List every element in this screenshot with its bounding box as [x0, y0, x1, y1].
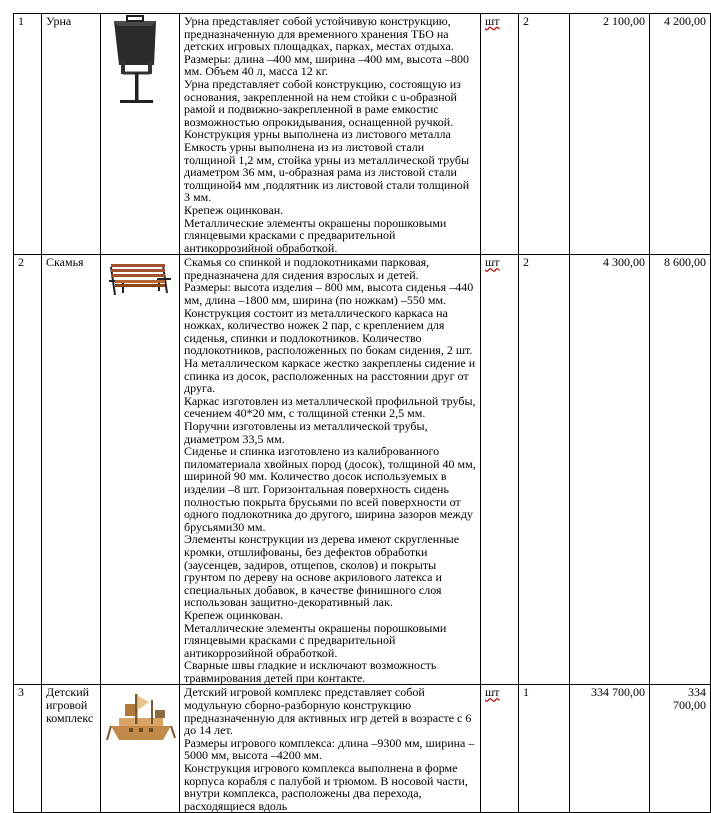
table-row: [14, 255, 711, 685]
item-name: Детский игровой комплекс: [42, 685, 101, 813]
unit-price: 334 700,00: [570, 685, 650, 813]
description-paragraph: Каркас изготовлен из металлической профильной трубы, сечением 40*20 мм, с толщиной стенки 2,5 мм.: [184, 393, 476, 421]
table-row: [14, 14, 711, 255]
description-paragraph: Конструкция состоит из металлического каркаса на ножках, количество ножек 2 пар, с креплением для сиденья, спинки и подлокотников. Количество подлокотников, расположенных по бокам сидения, 2 шт. На металлическом каркасе жестко закреплены сидение и спинка из досок, расположенных на расстоянии друг от друга.: [184, 305, 476, 396]
description-paragraph: Размеры игрового комплекса: длина –9300 мм, ширина –5000 мм, высота –4200 мм.: [184, 735, 475, 763]
description-paragraph: Металлические элементы окрашены порошковыми глянцевыми красками с предварительной антикоррозийной обработкой.: [184, 215, 447, 255]
description-paragraph: Сиденье и спинка изготовлено из калиброванного пиломатериала хвойных пород (досок), толщиной 40 мм, шириной 90 мм. Количество досок используемых в изделии –8 шт. Горизонтальная поверхность сидень полностью покрыта брусьями по всей поверхности от одного подлокотника до другого, ширина зазоров между брусьями30 мм.: [184, 444, 476, 534]
description-paragraph: Сварные швы гладкие и исключают возможность травмирования детей при контакте.: [184, 658, 437, 685]
item-image: [101, 14, 180, 255]
playground-ship-icon: [105, 688, 177, 746]
unit-of-measure: шт: [481, 685, 519, 813]
item-description: [180, 255, 481, 685]
description-paragraph: Поручни изготовлены из металлической трубы, диаметром 33,5 мм.: [184, 419, 428, 446]
description-paragraph: Скамья со спинкой и подлокотниками парковая, предназначена для сидения взрослых и детей.: [184, 255, 430, 282]
description-paragraph: Конструкция игрового комплекса выполнена в форме корпуса корабля с палубой и трюмом. В носовой части, внутри комплекса, расположены два перехода, расходящиеся вдоль: [184, 761, 468, 813]
description-paragraph: Металлические элементы окрашены порошковыми глянцевыми красками с предварительной антикоррозийной обработкой.: [184, 620, 447, 660]
item-description: [180, 685, 481, 813]
total-price: 4 200,00: [650, 14, 711, 255]
unit-price: 4 300,00: [570, 255, 650, 685]
item-name: Урна: [42, 14, 101, 255]
total-price: 334 700,00: [650, 685, 711, 813]
item-description: [180, 14, 481, 255]
description-paragraph: Крепеж оцинкован.: [184, 202, 284, 217]
item-name: Скамья: [42, 255, 101, 685]
unit-of-measure: шт: [481, 255, 519, 685]
bench-icon: [105, 259, 173, 299]
unit-of-measure: шт: [481, 14, 519, 255]
description-paragraph: Крепеж оцинкован.: [184, 607, 284, 622]
description-paragraph: Урна представляет собой конструкцию, состоящую из основания, закрепленной на нем стойки с u-образной рамой и подвижно-закрепленной в раме емкостис возможностью опрокидывания, оснащенной ручкой.: [184, 76, 461, 129]
item-image: [101, 685, 180, 813]
row-number: 3: [14, 685, 42, 813]
specification-table: [13, 13, 711, 813]
item-image: [101, 255, 180, 685]
description-paragraph: Размеры: высота изделия – 800 мм, высота сиденья –440 мм, длина –1800 мм, ширина (по ножкам) –550 мм.: [184, 280, 474, 308]
description-paragraph: Элементы конструкции из дерева имеют скругленные кромки, отшлифованы, без дефектов обработки (заусенцев, задиров, отщепов, сколов) и покрыты грунтом по дереву на основе акрилового латекса и специальных добавок, в качестве финишного слоя использован защитно-декоративный лак.: [184, 532, 460, 610]
quantity: 2: [519, 14, 570, 255]
total-price: 8 600,00: [650, 255, 711, 685]
description-paragraph: Емкость урны выполнена из из листовой стали толщиной 1,2 мм, стойка урны из металлической трубы диаметром 36 мм, u-образная рама из листовой стали толщиной4 мм ,подлятник из листовой стали толщиной 3 мм.: [184, 139, 470, 205]
description-paragraph: Детский игровой комплекс представляет собой модульную сборно-разборную конструкцию предназначенную для активных игр детей в возрасте с 6 до 14 лет.: [184, 685, 472, 738]
row-number: 2: [14, 255, 42, 685]
quantity: 1: [519, 685, 570, 813]
table-row: [14, 685, 711, 813]
quantity: 2: [519, 255, 570, 685]
unit-price: 2 100,00: [570, 14, 650, 255]
trash-bin-icon: [105, 15, 169, 107]
description-paragraph: Конструкция урны выполнена из листового металла: [184, 127, 451, 142]
description-paragraph: Урна представляет собой устойчивую конструкцию, предназначенную для временного хранения ТБО на детских игровых площадках, парках, местах отдыха.: [184, 14, 454, 54]
description-paragraph: Размеры: длина –400 мм, ширина –400 мм, высота –800 мм. Объем 40 л, масса 12 кг.: [184, 51, 469, 79]
row-number: 1: [14, 14, 42, 255]
